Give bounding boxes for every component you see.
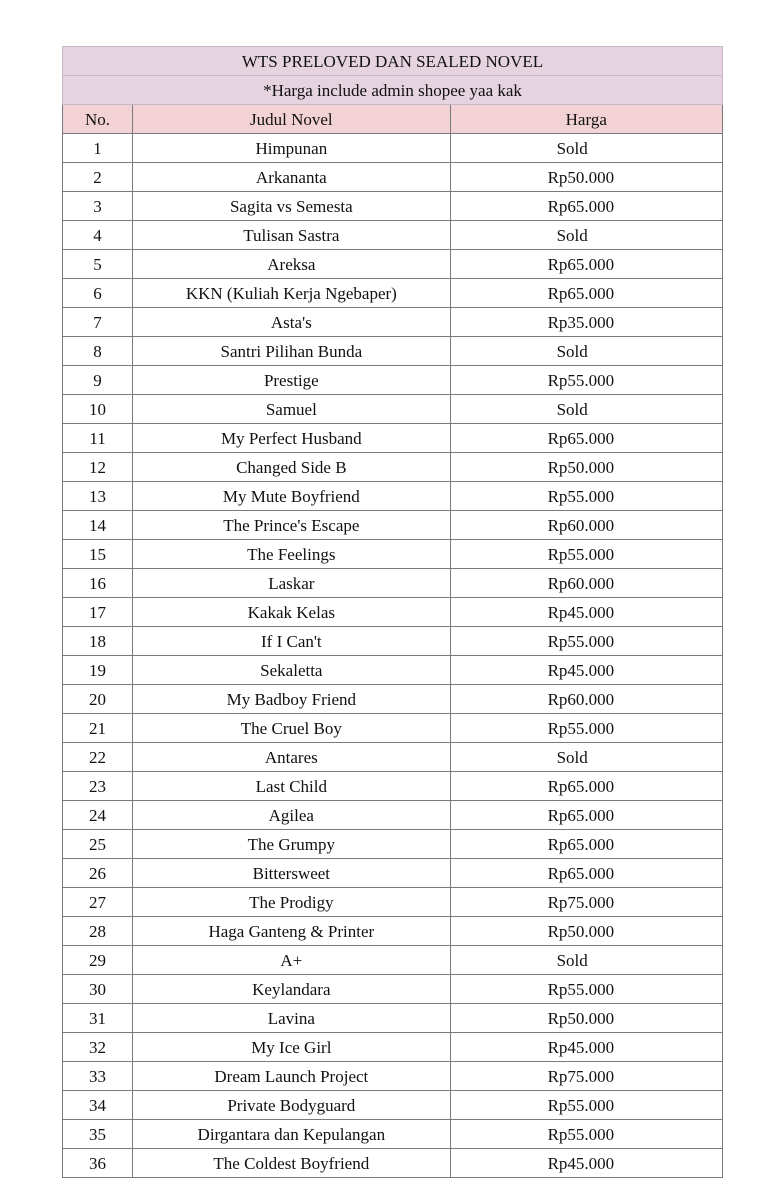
table-row: [63, 946, 723, 975]
row-number: 4: [63, 221, 133, 250]
table-row: [63, 598, 723, 627]
price-cell: [450, 685, 722, 714]
novel-title: Sekaletta: [133, 656, 450, 685]
row-number: 17: [63, 598, 133, 627]
sheet-title: WTS PRELOVED DAN SEALED NOVEL: [63, 47, 723, 76]
row-number: 5: [63, 250, 133, 279]
price-value: Rp55.000: [547, 370, 615, 390]
price-value: Rp60.000: [547, 573, 615, 593]
novel-title: Santri Pilihan Bunda: [133, 337, 450, 366]
sold-label: Sold: [556, 399, 588, 419]
row-number: 34: [63, 1091, 133, 1120]
row-number: 16: [63, 569, 133, 598]
novel-title: My Badboy Friend: [133, 685, 450, 714]
price-value: Rp75.000: [547, 892, 615, 912]
novel-title: Haga Ganteng & Printer: [133, 917, 450, 946]
price-cell: [450, 366, 722, 395]
price-value: Rp65.000: [547, 196, 615, 216]
table-row: [63, 1091, 723, 1120]
price-cell: [450, 221, 722, 250]
price-cell: [450, 743, 722, 772]
price-value: Rp55.000: [547, 486, 615, 506]
table-row: [63, 801, 723, 830]
table-row: [63, 1004, 723, 1033]
price-cell: [450, 1149, 722, 1178]
price-value: Rp55.000: [547, 718, 615, 738]
price-cell: [450, 1062, 722, 1091]
novel-title: Areksa: [133, 250, 450, 279]
table-row: [63, 453, 723, 482]
novel-title: Samuel: [133, 395, 450, 424]
price-cell: [450, 279, 722, 308]
price-cell: [450, 250, 722, 279]
row-number: 27: [63, 888, 133, 917]
table-row: [63, 859, 723, 888]
price-value: Rp60.000: [547, 515, 615, 535]
novel-title: KKN (Kuliah Kerja Ngebaper): [133, 279, 450, 308]
table-row: [63, 975, 723, 1004]
header-title: Judul Novel: [133, 105, 450, 134]
price-value: Rp55.000: [547, 979, 615, 999]
row-number: 10: [63, 395, 133, 424]
table-row: [63, 656, 723, 685]
row-number: 25: [63, 830, 133, 859]
price-cell: [450, 192, 722, 221]
price-cell: [450, 946, 722, 975]
row-number: 20: [63, 685, 133, 714]
novel-title: Dirgantara dan Kepulangan: [133, 1120, 450, 1149]
price-value: Rp50.000: [547, 457, 615, 477]
novel-title: The Feelings: [133, 540, 450, 569]
price-cell: [450, 598, 722, 627]
row-number: 36: [63, 1149, 133, 1178]
row-number: 7: [63, 308, 133, 337]
table-row: [63, 308, 723, 337]
table-row: [63, 569, 723, 598]
novel-title: My Ice Girl: [133, 1033, 450, 1062]
novel-title: Asta's: [133, 308, 450, 337]
table-row: [63, 627, 723, 656]
novel-title: Antares: [133, 743, 450, 772]
row-number: 35: [63, 1120, 133, 1149]
price-value: Rp55.000: [547, 1124, 615, 1144]
novel-title: My Mute Boyfriend: [133, 482, 450, 511]
novel-title: If I Can't: [133, 627, 450, 656]
price-cell: [450, 1004, 722, 1033]
price-cell: [450, 569, 722, 598]
price-cell: [450, 859, 722, 888]
novel-title: Private Bodyguard: [133, 1091, 450, 1120]
price-cell: [450, 163, 722, 192]
price-value: Rp65.000: [547, 283, 615, 303]
table-row: [63, 250, 723, 279]
price-value: Rp45.000: [547, 660, 615, 680]
table-row: [63, 221, 723, 250]
price-value: Rp45.000: [547, 602, 615, 622]
table-row: [63, 1120, 723, 1149]
novel-title: The Prince's Escape: [133, 511, 450, 540]
row-number: 12: [63, 453, 133, 482]
price-value: Rp50.000: [547, 167, 615, 187]
price-value: Rp35.000: [547, 312, 615, 332]
price-value: Rp45.000: [547, 1037, 615, 1057]
row-number: 19: [63, 656, 133, 685]
table-row: [63, 424, 723, 453]
row-number: 29: [63, 946, 133, 975]
row-number: 13: [63, 482, 133, 511]
row-number: 32: [63, 1033, 133, 1062]
sold-label: Sold: [556, 950, 588, 970]
sheet-subtitle-row: [63, 76, 723, 105]
price-cell: [450, 1120, 722, 1149]
column-header-row: [63, 105, 723, 134]
sold-label: Sold: [556, 747, 588, 767]
table-row: [63, 337, 723, 366]
table-row: [63, 511, 723, 540]
novel-title: The Coldest Boyfriend: [133, 1149, 450, 1178]
price-cell: [450, 482, 722, 511]
price-cell: [450, 134, 722, 163]
novel-title: Changed Side B: [133, 453, 450, 482]
novel-title: Sagita vs Semesta: [133, 192, 450, 221]
row-number: 2: [63, 163, 133, 192]
row-number: 15: [63, 540, 133, 569]
price-value: Rp65.000: [547, 776, 615, 796]
table-row: [63, 830, 723, 859]
table-row: [63, 772, 723, 801]
novel-price-sheet: [62, 46, 723, 1178]
sold-label: Sold: [556, 138, 588, 158]
price-cell: [450, 1033, 722, 1062]
table-row: [63, 134, 723, 163]
price-value: Rp75.000: [547, 1066, 615, 1086]
row-number: 11: [63, 424, 133, 453]
table-row: [63, 1149, 723, 1178]
row-number: 21: [63, 714, 133, 743]
table-row: [63, 192, 723, 221]
table-row: [63, 1062, 723, 1091]
novel-title: Himpunan: [133, 134, 450, 163]
price-cell: [450, 917, 722, 946]
table-row: [63, 395, 723, 424]
row-number: 23: [63, 772, 133, 801]
row-number: 28: [63, 917, 133, 946]
price-cell: [450, 337, 722, 366]
row-number: 3: [63, 192, 133, 221]
row-number: 30: [63, 975, 133, 1004]
price-value: Rp65.000: [547, 805, 615, 825]
novel-title: Tulisan Sastra: [133, 221, 450, 250]
price-value: Rp50.000: [547, 921, 615, 941]
row-number: 18: [63, 627, 133, 656]
price-cell: [450, 888, 722, 917]
price-value: Rp50.000: [547, 1008, 615, 1028]
novel-title: Lavina: [133, 1004, 450, 1033]
sold-label: Sold: [556, 225, 588, 245]
price-value: Rp45.000: [547, 1153, 615, 1173]
price-value: Rp60.000: [547, 689, 615, 709]
novel-title: The Prodigy: [133, 888, 450, 917]
sheet-title-row: [63, 47, 723, 76]
novel-title: A+: [133, 946, 450, 975]
price-cell: [450, 511, 722, 540]
price-value: Rp55.000: [547, 1095, 615, 1115]
sold-label: Sold: [556, 341, 588, 361]
price-cell: [450, 424, 722, 453]
price-cell: [450, 453, 722, 482]
novel-title: The Cruel Boy: [133, 714, 450, 743]
price-value: Rp55.000: [547, 544, 615, 564]
row-number: 24: [63, 801, 133, 830]
price-cell: [450, 801, 722, 830]
row-number: 22: [63, 743, 133, 772]
table-row: [63, 482, 723, 511]
header-no: No.: [63, 105, 133, 134]
price-cell: [450, 540, 722, 569]
price-cell: [450, 627, 722, 656]
table-row: [63, 1033, 723, 1062]
novel-title: My Perfect Husband: [133, 424, 450, 453]
price-value: Rp65.000: [547, 428, 615, 448]
novel-title: Agilea: [133, 801, 450, 830]
table-row: [63, 743, 723, 772]
price-cell: [450, 714, 722, 743]
price-cell: [450, 656, 722, 685]
novel-title: Last Child: [133, 772, 450, 801]
table-row: [63, 366, 723, 395]
novel-title: Bittersweet: [133, 859, 450, 888]
row-number: 8: [63, 337, 133, 366]
row-number: 6: [63, 279, 133, 308]
price-value: Rp65.000: [547, 863, 615, 883]
table-row: [63, 685, 723, 714]
price-cell: [450, 975, 722, 1004]
price-cell: [450, 308, 722, 337]
table-row: [63, 279, 723, 308]
table-row: [63, 163, 723, 192]
row-number: 33: [63, 1062, 133, 1091]
novel-title: Arkananta: [133, 163, 450, 192]
table-row: [63, 917, 723, 946]
table-row: [63, 888, 723, 917]
price-cell: [450, 1091, 722, 1120]
novel-title: Keylandara: [133, 975, 450, 1004]
novel-title: Laskar: [133, 569, 450, 598]
row-number: 31: [63, 1004, 133, 1033]
price-value: Rp65.000: [547, 254, 615, 274]
novel-title: Kakak Kelas: [133, 598, 450, 627]
price-value: Rp65.000: [547, 834, 615, 854]
novel-title: The Grumpy: [133, 830, 450, 859]
novel-title: Dream Launch Project: [133, 1062, 450, 1091]
price-cell: [450, 772, 722, 801]
row-number: 14: [63, 511, 133, 540]
table-row: [63, 540, 723, 569]
sheet-subtitle: *Harga include admin shopee yaa kak: [63, 76, 723, 105]
header-price: Harga: [450, 105, 722, 134]
row-number: 9: [63, 366, 133, 395]
price-cell: [450, 830, 722, 859]
price-cell: [450, 395, 722, 424]
row-number: 1: [63, 134, 133, 163]
row-number: 26: [63, 859, 133, 888]
table-row: [63, 714, 723, 743]
novel-title: Prestige: [133, 366, 450, 395]
price-value: Rp55.000: [547, 631, 615, 651]
